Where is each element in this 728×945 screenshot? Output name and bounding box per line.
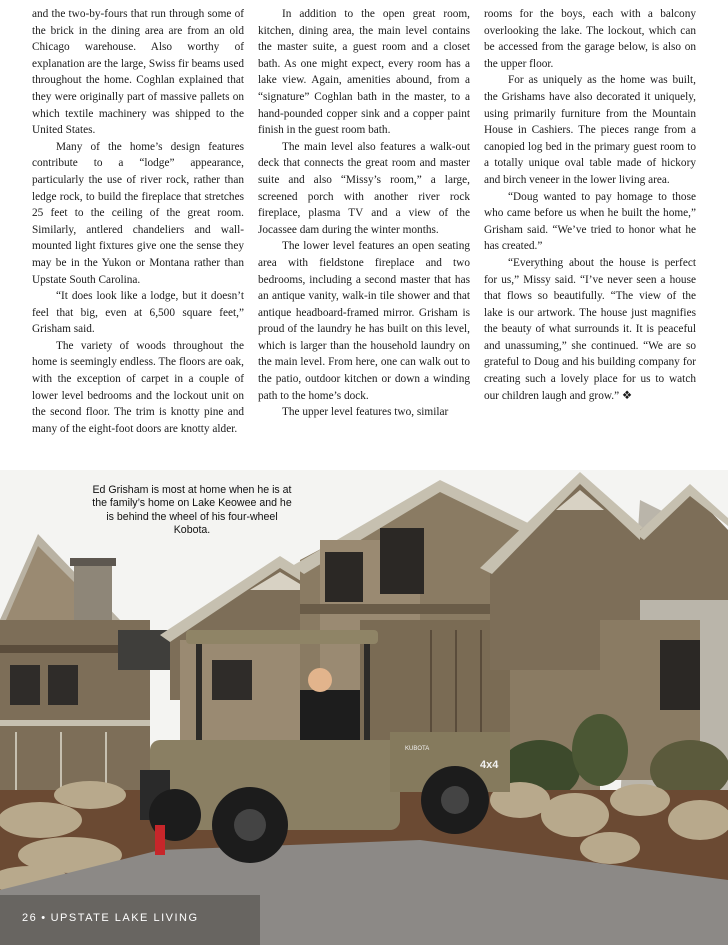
vehicle-brand: KUBOTA — [405, 746, 430, 752]
page-number: 26 — [22, 912, 38, 924]
article-column-3 — [484, 6, 696, 404]
vehicle-badge: 4x4 — [480, 759, 499, 771]
article-paragraph: and the two-by-fours that run through some of the brick in the dining area are from an old Chicago warehouse. Also worthy of explanation are the large, Swiss fir beams used throughout the home. Coghlan explained that they were originally part of massive pallets on which textile machinery was shipped to the United States. — [32, 8, 244, 137]
article-column-2 — [258, 6, 470, 421]
article-paragraph: “It does look like a lodge, but it doesn’t feel that big, even at 6,500 square feet,” Grisham said. — [32, 290, 244, 336]
article-paragraph: The upper level features two, similar — [282, 406, 449, 419]
shrub — [572, 714, 628, 786]
article-paragraph: For as uniquely as the home was built, the Grishams have also decorated it uniquely, using primarily furniture from the Mountain House in Cashiers. The pieces range from a canopied log bed in the primary guest room to a totally unique oval table made of hickory and birch veneer in the lower living area. — [484, 74, 696, 186]
page-footer — [22, 912, 199, 924]
article-paragraph: “Everything about the house is perfect for us,” Missy said. “I’ve never seen a house that flows so beautifully. “The view of the lake is our artwork. The house just magnifies the beauty of what surrounds it. It is peaceful and unassuming,” she continued. “We are so grateful to Doug and his building company for creating such a lovely place for us to watch our children laugh and grow.” ❖ — [484, 256, 696, 402]
footer-separator: • — [41, 912, 47, 924]
article-paragraph: rooms for the boys, each with a balcony overlooking the lake. The lockout, which can be accessed from the garage below, is also on the upper floor. — [484, 8, 696, 70]
article-paragraph: “Doug wanted to pay homage to those who came before us when he built the home,” Grisham said. “We’ve tried to honor what he has created.” — [484, 190, 696, 253]
photo-caption: Ed Grisham is most at home when he is at the family’s home on Lake Keowee and he is behind the wheel of his four-wheel Kobota. — [92, 484, 292, 537]
chimney — [74, 562, 112, 620]
article-paragraph: In addition to the open great room, kitchen, dining area, the main level contains the master suite, a guest room and a closet bath. As one might expect, every room has a lake view. Again, amenities abound, from a “signature” Coghlan bath in the master, to a hand-pounded copper sink and a copper paint finish in the guest room bath. — [258, 8, 470, 137]
house-photo — [0, 470, 728, 945]
article-paragraph: The main level also features a walk-out deck that connects the great room and master suite and also “Missy’s room,” a large, screened porch with another river rock fireplace, plasma TV and a view of the Jocassee dam during the winter months. — [258, 140, 470, 236]
article-paragraph: The lower level features an open seating area with fieldstone fireplace and two bedrooms, including a second master that has an antique vanity, walk-in tile shower and that antique headboard-framed mirror. Grisham is proud of the laundry he has built on this level, which is larger than the household laundry on the main level. From here, one can walk out to the patio, outdoor kitchen or down a winding path to the home’s dock. — [258, 240, 470, 402]
article-column-1 — [32, 6, 244, 437]
article-paragraph: Many of the home’s design features contribute to a “lodge” appearance, particularly the use of river rock, rather than ledge rock, to build the fireplace that stretches 25 feet to the ceiling of the great room. Similarly, antlered chandeliers and wall-mounted light fixtures give one the sense they may be in the Yukon or Montana rather than Upstate South Carolina. — [32, 140, 244, 286]
magazine-name: UPSTATE LAKE LIVING — [50, 912, 199, 924]
article-paragraph: The variety of woods throughout the home is seemingly endless. The floors are oak, with the exception of carpet in a couple of lower level bedrooms and the lockout unit on the second floor. The trim is knotty pine and many of the eight-foot doors are knotty alder. — [32, 339, 244, 435]
